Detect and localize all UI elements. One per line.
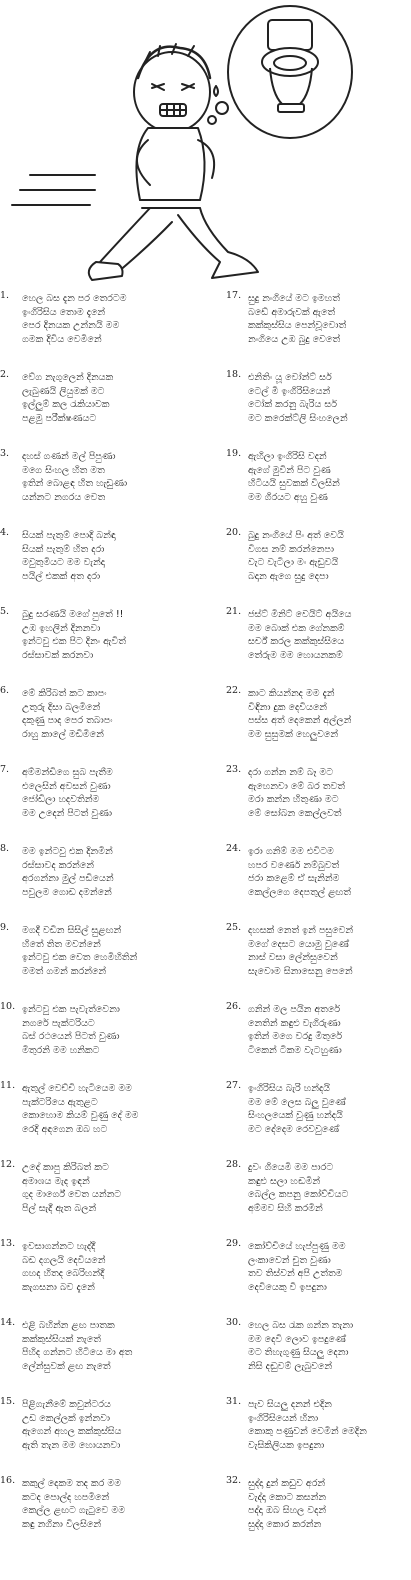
verse-line: දෙවියෙකු වී ඉපදුනා [248,1281,327,1293]
verse-line: වේග නැගුලෙන් දිනයක [22,372,114,383]
verse-line: ටෙල් මී ඉංගිරිසියෙන් [248,385,331,397]
verse-number: 31. [226,1396,242,1407]
verse-number: 32. [226,1475,242,1486]
verse-line: දහසක් නෙත් ඉන් පසුවෙන් [248,925,354,936]
verse-line: ඇහිලා ඉංගිරිසි වදන් [248,451,327,462]
verse-line: මම උදෙන් පිටත් වුණා [22,807,112,819]
verse-line: සියක් පැතුම් හිත දරා [22,543,105,555]
verse-line: ටෝක් කරනු බැරිය සර් [248,399,337,410]
verse-line: හෙල බස දැන පර තෙරටම [22,293,127,304]
illustration [0,0,411,290]
verse-line: පෙර දිනයක උන්නයි මම [22,320,120,331]
verse-line: මම මේ ලෙස බලු වුණේ [248,1096,346,1108]
verse-line: ඇගේ මුවින් පිට වුණ [248,464,331,476]
verse-line: විගස නම් කරන්නෙපා [248,543,334,555]
verse-number: 7. [0,764,10,775]
verse-line: නිසි දඬුවම් ලැබුවනේ [248,1360,333,1372]
verse-line: එලෙසින් අවසන් වුණා [22,780,111,792]
verse-number: 21. [226,606,242,617]
verse-number: 29. [226,1238,242,1249]
verse-line: ඇතුල් වෙච්චි හැටියෙම මම [22,1083,132,1094]
verse-number: 12. [0,1159,16,1170]
verse-line: නංගියෙ උඹ බුදු වෙතේ [248,333,341,345]
verse-line: තේරුම මම හොයනකම් [248,649,343,661]
verse-number: 28. [226,1159,242,1170]
verse-number: 23. [226,764,242,775]
verse-line: පළමු පරීක්ෂණයට [22,412,97,424]
verse-line: ඉංගිරිසියෙන් හිනා [248,1412,319,1424]
verse-line: බදාන ඇගෙ සුදු දෙපා [248,570,329,582]
verse-line: වැට වැටිලා මං ඇඩුවයි [248,557,339,568]
verse-line: අමාශය මැද ඉඳන් [22,1175,90,1187]
verse-line: සුදු නංගියේ මට ඉමහත් [248,293,340,304]
verse-line: ඇගෙන් අහල කක්කුස්සිය [22,1426,122,1437]
verse-line: රස්සාවද කරන්නේ [22,859,94,871]
verse-line: කෙල්ල ළඟට ගැටුවෙ මම [22,1505,126,1516]
verse-line: ලේන්සුවක් ළඟ නැතේ [22,1360,111,1372]
verse-line: නාස් වසා ලේන්සුවෙන් [248,952,338,963]
verse-number: 10. [0,1001,16,1012]
verse-number: 1. [0,290,10,301]
verse-line: පවුලම ගොඩ දමන්නේ [22,886,112,898]
verse-number: 16. [0,1475,16,1486]
verse-line: මේ සෝබන කෙල්ලවත් [248,807,342,819]
verse-number: 3. [0,448,10,459]
verse-line: ජෝඩිලා හදවතින්ම [22,794,100,805]
verse-number: 2. [0,369,10,380]
verse-number: 4. [0,527,10,538]
verse-line: කෙල්ලගෙ දෙපතුල් ළඟත් [248,886,352,898]
verse-line: අරගන්නා මුල් පඩියෙන් [22,873,114,884]
verse-number: 20. [226,527,242,538]
verse-line: බස් රථයෙන් පිටත් වුණා [22,1031,120,1042]
verse-line: හෙල බස රැක ගන්න තැනා [248,1320,354,1331]
verse-line: පිළිගැනීමේ කවුන්ටරය [22,1399,111,1410]
verse-line: ඉරා ගනිම් මම එවිටම [248,846,334,857]
verse-line: පද්දා ඔබ සිහල වදන් [248,1505,327,1516]
verse-line: දහස් ගණන් මල් පිපුණා [22,451,116,462]
verse-line: එළි බහින්න ළඟ පාතක [22,1320,115,1331]
verse-number: 18. [226,369,242,380]
verse-line: හිතේ තිත මවන්නේ [22,938,101,950]
verse-line: ගනින් මල පයින අතරේ [248,1004,341,1015]
verse-line: බුදු සරණයි මගේ පුතේ !! [22,609,124,620]
verse-line: උදේ කාපු කිරිබත් කට [22,1162,109,1173]
verse-line: හපර වර්ණෙ නම්බුවත් [248,859,340,871]
verse-line: මගේ දෙසට යොමු වුණේ [248,938,349,950]
verse-line: මට කරෙක්ට්ලි සිංහලෙන් [248,412,348,424]
verse-line: ලංකාවෙන් චුත වුණා [248,1254,331,1266]
verse-number: 11. [0,1080,16,1091]
desperate-boy-icon [12,44,258,280]
verse-line: උඹ ඉහලින් දිනනවා [22,622,101,634]
verse-line: ඉන්ටවු එක පිට දිනං ඇවිත් [22,636,126,647]
verse-number: 22. [226,685,242,696]
verse-number: 30. [226,1317,242,1328]
verse-number: 9. [0,922,10,933]
verse-line: අම්මන්ඩිගෙ සුබ පැතීම [22,767,113,778]
verse-line: ජස්ට් මිනිට් වෙයිට් අයියෙ [248,609,352,620]
verse-line: හිටියයි සුවකක් විලසින් [248,478,340,489]
verse-line: පස්ස අත් දෙකෙන් අල්ලන් [248,715,352,726]
verse-line: මට තිහැගුණු සියලු දෙනා [248,1347,349,1358]
verse-line: කාට කියන්නද මම දැන් [248,688,335,699]
verse-line: එනිතිං යූ වෝන්ට් සර් [248,372,332,383]
verse-line: පයිල් එකක් අත දරා [22,570,101,582]
verse-line: කොකු පණුවන් වෙමින් මෙදින [248,1426,367,1437]
verse-line: ජරා කළෙම් ඒ සැනින්ම [248,873,340,884]
verse-line: රෙදි අඳගෙන ඔබ හට [22,1123,108,1135]
verse-line: තව තිස්වන් අපි උත්තම [248,1268,343,1279]
verse-line: බඩ දගලයි දෙවියනේ [22,1254,106,1266]
verse-line: පිල් සැදී ඇත බලන් [22,1202,97,1214]
verse-line: මරා කන්න හිතුණා මට [248,794,339,805]
verse-number: 24. [226,843,242,854]
verse-line: මම සුසුමක් හෙලුවනේ [248,728,339,740]
verse-number: 25. [226,922,242,933]
verse-line: මගෙ සිංහල හිත මත [22,464,105,476]
verse-line: කකුල් දෙකම තද කර මම [22,1478,122,1489]
verse-line: ඉතින් බොළඳ හිත හැඩුණා [22,478,128,489]
verse-line: උතුරු දිසා බලමිනේ [22,701,101,713]
verse-line: පිහිද ගන්නට හිටියෙ මා අත [22,1347,133,1358]
verse-line: උඩ කෙල්ලක් ඉන්නවා [22,1412,111,1424]
verse-line: ඉවසාගන්නට හැද්දී [22,1241,96,1252]
verse-line: බෙල්ල කපනු කෝව්චියට [248,1189,349,1200]
verse-line: කක්කුස්සිය පෙන්වූවොත් [248,320,347,331]
verse-line: කක්කුස්සියක් නැතේ [22,1333,101,1345]
verse-line: පැව සියලු දනන් එදින [248,1399,332,1410]
verse-line: විඳිනා දුක දෙවියනේ [248,701,328,713]
verse-line: මට දේදෙම රෙවවුණේ [248,1123,339,1135]
verse-number: 8. [0,843,10,854]
verse-line: ඉල්ලුම් කල රැකියාවක [22,399,110,410]
verse-number: 17. [226,290,242,301]
verse-line: කෝව්චියේ හැප්පුණු මම [248,1241,346,1252]
verse-line: සුද්දා කොර කරන්න [248,1518,322,1530]
verse-line: බුදු නංගියේ පිං අත් වෙයි [248,530,344,541]
verse-line: වැද්දා කොට කසන්න [248,1491,327,1503]
verse-line: ඉන්ටවු එක පැවැත්වෙනා [22,1004,120,1015]
verse-line: ගහද හිතද බෙරිහන්දී [22,1268,105,1279]
verse-line: දකුණු පාද පෙර තබාපං [22,715,113,726]
verse-line: මගදී වඩින සිසිල් සුළඟන් [22,925,122,936]
verse-line: ටිකෙන් ටිකම වැටහුණා [248,1044,342,1056]
verse-line: ඇති තැන මම හොයනවා [22,1439,121,1451]
verse-line: රස්සාවක් කරනවා [22,649,94,661]
verse-line: කොහොම කියම් වුණු දේ මම [22,1110,139,1121]
verse-line: ඇහෙනවා මේ බර තවත් [248,780,346,792]
verse-number: 26. [226,1001,242,1012]
verse-line: බඩේ අමාරුවක් ඇතේ [248,306,336,318]
verse-line: ඉන්ටවු එක වෙත හෙමිහිතින් [22,952,138,963]
verse-line: නෙතින් කඳුළු වැගිරුණා [248,1017,341,1029]
verse-number: 14. [0,1317,16,1328]
verse-line: දුවං ගියෙමි මම පාරට [248,1162,334,1173]
verse-line: ඉතින් මගෙ වරදු මිතුරේ [248,1031,343,1042]
verse-line: සර්ච් කරල කක්කුස්සියෙ [248,636,345,647]
verse-line: කැගසනා බව දැනේ [22,1281,95,1293]
verse-number: 13. [0,1238,16,1249]
verse-line: ඉංගිරිසිය තොම දැනේ [22,306,106,318]
verse-line: කඳුළු සලා හඬමින් [248,1175,321,1187]
verse-number: 5. [0,606,10,617]
verse-number: 15. [0,1396,16,1407]
verse-line: මම ගිරයට අහු වුණ [248,491,328,503]
verse-line: මේ කිරිබත් කට කාපං [22,688,107,699]
verse-line: සියක් පැතුම් පොදි බන්ඳා [22,530,116,541]
verse-line: සුද්දා දුන් කඩුව අරන් [248,1478,326,1489]
verse-line: වැසිකිලියක ඉපදුනා [248,1439,325,1451]
verse-line: ගමක දිවිය වෙමිනේ [22,333,102,345]
verse-line: රාහු කාලේ මඩිමිනේ [22,728,104,740]
verse-line: මිතුරනි මම හනිකට [22,1044,100,1056]
verse-line: අම්මව සිහි කරමින් [248,1202,323,1214]
verse-line: මම බොක් එක ගේනකම් [248,622,345,634]
verse-line: දරා ගන්න නම් බෑ මට [248,767,334,778]
verse-line: මමත් ගමන් කරන්නේ [22,965,107,977]
verse-line: නගරේ පැක්ටරියට [22,1017,95,1029]
verse-line: කඳු නගිනා විලසිනේ [22,1518,102,1530]
verse-line: මම ඉන්ටවු එක දිනමින් [22,846,113,857]
verse-line: කටද පොල්ද හපමිනේ [22,1491,110,1503]
verse-line: සිංහලයෙක් වුණු හන්දයි [248,1110,343,1121]
verse-line: යන්නට නගරය වෙත [22,491,106,503]
verse-line: සැවොම සිනාසෙනු පෙනේ [248,965,353,977]
verse-line: ලැබුණයි ලියුමක් මට [22,385,105,397]
verse-number: 19. [226,448,242,459]
verse-line: මවුතුමියට මම වැන්දා [22,557,105,568]
verse-line: ගුද මාර්ගේ වෙත යන්නට [22,1189,122,1200]
verse-number: 6. [0,685,10,696]
verse-number: 27. [226,1080,242,1091]
toilet-thought-bubble-icon [208,6,352,138]
verse-line: ඉංගිරිසිය බැරි හන්දයි [248,1083,331,1094]
verse-line: පැක්ටරියෙ ඇතුළට [22,1096,98,1108]
verse-line: මම දෙවි ලොව ඉපදුණේ [248,1333,346,1345]
